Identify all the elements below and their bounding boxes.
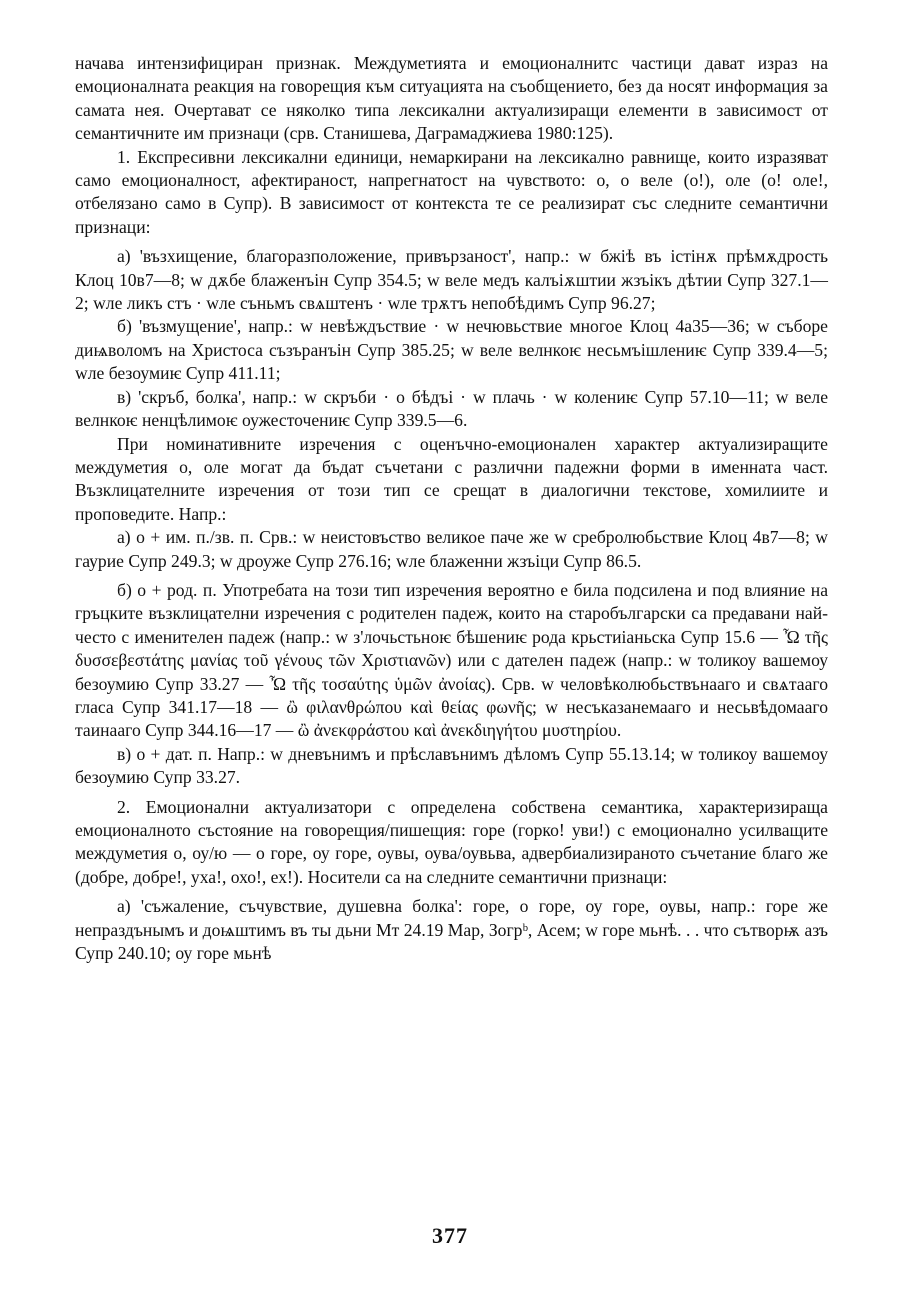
paragraph: б) 'възмущение', напр.: w невѣждъствие · w нечювьствие многое Клоц 4а35—36; w съборе диѩволомъ на Христоса съзъранъін Супр 385.25; w веле велнкоѥ несьмъішлениѥ Супр 339.4—5; wле безоумиѥ Супр 411.11;	[75, 316, 828, 384]
paragraph: в) 'скръб, болка', напр.: w скръби · о бѣдъі · w плачь · w колениѥ Супр 57.10—11; w веле велнкоѥ ненцѣлимоѥ оужесточениѥ Супр 339.5—6.	[75, 386, 828, 431]
page-number: 377	[432, 1223, 468, 1248]
paragraph: б) о + род. п. Употребата на този тип изречения вероятно е била подсилена и под влияние на гръцките възклицателни изречения с родителен падеж, които на старобългарски са предавани най-често с именителен падеж (напр.: w з'лочьстьноѥ бѣшениѥ рода крьстиiаньска Супр 15.6 — Ὦ τῆς δυσσεβεστάτης μανίας τοῦ γένους τῶν Χριστιανῶν) или с дателен падеж (напр.: w толикоу вашемоу безоумию Супр 33.27 — Ὦ τῆς τοσαύτης ὑμῶν ἀνοίας). Срв. w человѣколюбьствънааго и свѧтааго гласа Супр 341.17—18 — ὢ φιλανθρώπου καὶ θείας φωνῆς; w несъказанемааго и несьвѣдомааго таинааго Супр 344.16—17 — ὢ ἀνεκφράστου καὶ ἀνεκδιηγήτου μυστηρίου.	[75, 579, 828, 741]
paragraph: При номинативните изречения с оценъчно-емоционален характер актуализиращите междуметия о, оле могат да бъдат съчетани с различни падежни форми в именната част. Възклицателните изречения от този тип се срещат в диалогични текстове, хомилиите и проповедите. Напр.:	[75, 433, 828, 524]
paragraph: 2. Емоционални актуализатори с определена собствена семантика, характеризираща емоционалното състояние на говорещия/пишещия: горе (горко! уви!) с емоционално усилващите междуметия о, оу/ю — о горе, оу горе, оувы, оува/оувьва, адвербиализираното съчетание благо же (добре, добре!, уха!, охо!, ех!). Носители са на следните семантични признаци:	[75, 796, 828, 887]
paragraph: в) о + дат. п. Напр.: w дневънимъ и прѣславънимъ дѣломъ Супр 55.13.14; w толикоу вашемоу безоумию Супр 33.27.	[75, 743, 828, 788]
body-text	[75, 52, 828, 965]
paragraph: а) 'възхищение, благоразположение, привързаност', напр.: w бжіѣ въ істінѫ прѣмѫдрость Клоц 10в7—8; w дѫбе блаженъін Супр 354.5; w веле медъ калъіѫштии жзъікъ дѣтии Супр 327.1—2; wле ликъ стъ · wле съньмъ свѧштенъ · wле трѫтъ непобѣдимъ Супр 96.27;	[75, 246, 828, 314]
paragraph: а) о + им. п./зв. п. Срв.: w неистовъство великое паче же w сребролюбьствие Клоц 4в7—8; w гаурие Супр 249.3; w дроуже Супр 276.16; wле блаженни жзъіци Супр 86.5.	[75, 527, 828, 571]
paragraph: начава интензифициран признак. Междуметията и емоционалнитс частици дават израз на емоционалната реакция на говорещия към ситуацията на съобщението, без да носят информация за самата нея. Очертават се няколко типа лексикални актуализиращи елементи в зависимост от семантичните им признаци (срв. Станишева, Даграмаджиева 1980:125).	[75, 53, 828, 144]
paragraph: а) 'съжаление, съчувствие, душевна болка': горе, о горе, оу горе, оувы, напр.: горе же непраздънымъ и доѩштимъ въ ты дьни Мт 24.19 Мар, Зогрᵇ, Асем; w горе мьнѣ. . . что сътворѭ азъ Супр 240.10; оу горе мьнѣ	[75, 896, 828, 964]
paragraph: 1. Експресивни лексикални единици, немаркирани на лексикално равнище, които изразяват само емоционалност, афектираност, напрегнатост на чувството: о, о веле (о!), оле (о! оле!, отбелязано само в Супр). В зависимост от контекста те се реализират със следните семантични признаци:	[75, 146, 828, 237]
